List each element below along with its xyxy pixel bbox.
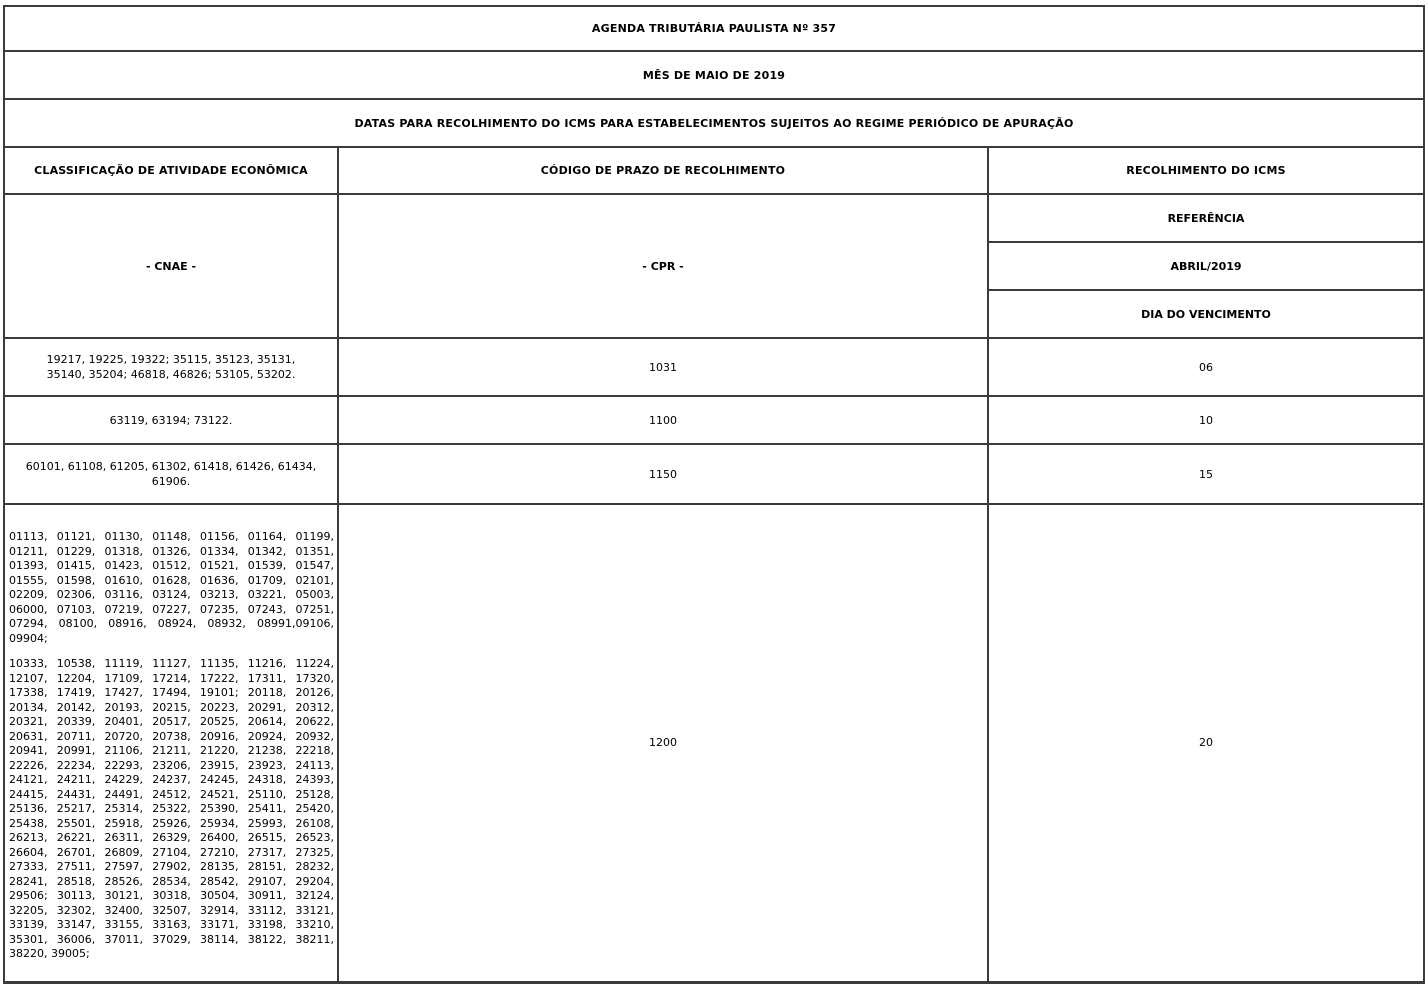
cnae-label-cell: - CNAE - <box>4 194 338 338</box>
cpr-cell: 1031 <box>338 338 988 396</box>
due-day-cell: 15 <box>988 444 1424 504</box>
cpr-cell: 1100 <box>338 396 988 444</box>
month-subtitle: MÊS DE MAIO DE 2019 <box>4 51 1424 99</box>
reference-value-cell: ABRIL/2019 <box>988 242 1424 290</box>
due-day-label-cell: DIA DO VENCIMENTO <box>988 290 1424 338</box>
cnae-column-header: CLASSIFICAÇÃO DE ATIVIDADE ECONÔMICA <box>4 147 338 194</box>
table-row <box>4 396 1424 444</box>
cnae-paragraph-2: 10333, 10538, 11119, 11127, 11135, 11216, 11224, 12107, 12204, 17109, 17214, 17222, 17311, 17320, 17338, 17419, 17427, 17494, 19101; 20118, 20126, 20134, 20142, 20193, 20215, 20223, 20291, 20312, 20321, 20339, 20401, 20517, 20525, 20614, 20622, 20631, 20711, 20720, 20738, 20916, 20924, 20932, 20941, 20991, 21106, 21211, 21220, 21238, 22218, 22226, 22234, 22293, 23206, 23915, 23923, 24113, 24121, 24211, 24229, 24237, 24245, 24318, 24393, 24415, 24431, 24491, 24512, 24521, 25110, 25128, 25136, 25217, 25314, 25322, 25390, 25411, 25420, 25438, 25501, 25918, 25926, 25934, 25993, 26108, 26213, 26221, 26311, 26329, 26400, 26515, 26523, 26604, 26701, 26809, 27104, 27210, 27317, 27325, 27333, 27511, 27597, 27902, 28135, 28151, 28232, 28241, 28518, 28526, 28534, 28542, 29107, 29204, 29506; 30113, 30121, 30318, 30504, 30911, 32124, 32205, 32302, 32400, 32507, 32914, 33112, 33121, 33139, 33147, 33155, 33163, 33171, 33198, 33210, 35301, 36006, 37011, 37029, 38114, 38122, 38211, 38220, 39005; <box>9 657 334 960</box>
cpr-cell: 1150 <box>338 444 988 504</box>
cnae-cell: 63119, 63194; 73122. <box>4 396 338 444</box>
due-day-cell: 06 <box>988 338 1424 396</box>
due-day-cell: 20 <box>988 504 1424 982</box>
page-title: AGENDA TRIBUTÁRIA PAULISTA Nº 357 <box>4 6 1424 51</box>
cnae-cell <box>4 504 338 982</box>
reference-label-cell: REFERÊNCIA <box>988 194 1424 242</box>
cpr-column-header: CÓDIGO DE PRAZO DE RECOLHIMENTO <box>338 147 988 194</box>
agenda-table <box>3 5 1425 984</box>
table-row <box>4 504 1424 982</box>
cpr-cell: 1200 <box>338 504 988 982</box>
cnae-cell: 19217, 19225, 19322; 35115, 35123, 35131, 35140, 35204; 46818, 46826; 53105, 53202. <box>4 338 338 396</box>
cnae-paragraph-1: 01113, 01121, 01130, 01148, 01156, 01164, 01199, 01211, 01229, 01318, 01326, 01334, 01342, 01351, 01393, 01415, 01423, 01512, 01521, 01539, 01547, 01555, 01598, 01610, 01628, 01636, 01709, 02101, 02209, 02306, 03116, 03124, 03213, 03221, 05003, 06000, 07103, 07219, 07227, 07235, 07243, 07251, 07294, 08100, 08916, 08924, 08932, 08991,09106, 09904; <box>9 530 334 645</box>
table-description: DATAS PARA RECOLHIMENTO DO ICMS PARA ESTABELECIMENTOS SUJEITOS AO REGIME PERIÓDICO DE APURAÇÃO <box>4 99 1424 147</box>
due-day-cell: 10 <box>988 396 1424 444</box>
cpr-label-cell: - CPR - <box>338 194 988 338</box>
icms-column-header: RECOLHIMENTO DO ICMS <box>988 147 1424 194</box>
table-row <box>4 338 1424 396</box>
table-row <box>4 444 1424 504</box>
cnae-cell: 60101, 61108, 61205, 61302, 61418, 61426, 61434, 61906. <box>4 444 338 504</box>
